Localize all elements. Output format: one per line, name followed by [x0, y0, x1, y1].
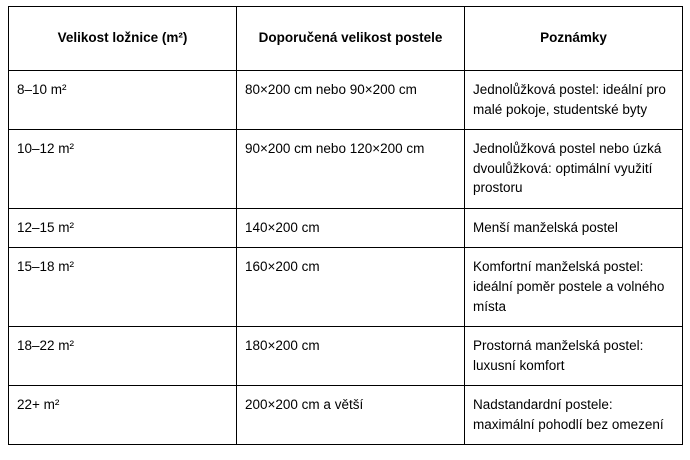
- cell-notes-value: Komfortní manželská postel: ideální poměr postele a volného místa: [473, 259, 665, 314]
- cell-notes-value: Jednolůžková postel: ideální pro malé pokoje, studentské byty: [473, 82, 666, 117]
- bedroom-bed-size-table: [8, 6, 683, 445]
- cell-room-size-value: 15–18 m²: [17, 259, 75, 275]
- table-header: [9, 7, 683, 71]
- column-header-bed-size: [237, 7, 465, 71]
- cell-bed-size-value: 180×200 cm: [245, 338, 320, 354]
- cell-room-size: [9, 71, 237, 130]
- table-row: [9, 130, 683, 209]
- column-header-notes: [465, 7, 683, 71]
- table-row: [9, 386, 683, 445]
- cell-room-size-value: 22+ m²: [17, 397, 60, 413]
- table-body: [9, 71, 683, 445]
- cell-room-size-value: 18–22 m²: [17, 338, 75, 354]
- cell-bed-size: [237, 130, 465, 209]
- table-header-row: [9, 7, 683, 71]
- cell-bed-size-value: 80×200 cm nebo 90×200 cm: [245, 82, 417, 97]
- table-row: [9, 208, 683, 248]
- cell-room-size: [9, 327, 237, 386]
- cell-notes: [465, 71, 683, 130]
- cell-room-size: [9, 130, 237, 209]
- cell-bed-size: [237, 208, 465, 248]
- table-row: [9, 71, 683, 130]
- cell-notes: [465, 386, 683, 445]
- cell-bed-size: [237, 248, 465, 327]
- cell-notes: [465, 248, 683, 327]
- cell-notes-value: Nadstandardní postele: maximální pohodlí bez omezení: [473, 397, 664, 432]
- cell-bed-size-value: 140×200 cm: [245, 219, 320, 235]
- cell-notes-value: Jednolůžková postel nebo úzká dvoulůžková: optimální využití prostoru: [473, 141, 662, 196]
- cell-notes: [465, 327, 683, 386]
- column-header-room-size-label: Velikost ložnice (m²): [57, 30, 188, 46]
- cell-room-size: [9, 208, 237, 248]
- cell-room-size: [9, 248, 237, 327]
- cell-notes: [465, 208, 683, 248]
- cell-room-size-value: 10–12 m²: [17, 141, 75, 157]
- cell-room-size-value: 12–15 m²: [17, 219, 75, 235]
- cell-bed-size: [237, 71, 465, 130]
- cell-bed-size: [237, 386, 465, 445]
- cell-room-size-value: 8–10 m²: [17, 82, 67, 97]
- table-row: [9, 327, 683, 386]
- table-row: [9, 248, 683, 327]
- cell-bed-size-value: 200×200 cm a větší: [245, 397, 364, 413]
- cell-notes: [465, 130, 683, 209]
- column-header-bed-size-label: Doporučená velikost postele: [258, 30, 443, 46]
- cell-bed-size-value: 90×200 cm nebo 120×200 cm: [245, 141, 425, 157]
- column-header-notes-label: Poznámky: [540, 30, 607, 46]
- cell-notes-value: Menší manželská postel: [473, 219, 618, 235]
- column-header-room-size: [9, 7, 237, 71]
- cell-notes-value: Prostorná manželská postel: luxusní komfort: [473, 338, 644, 373]
- cell-bed-size: [237, 327, 465, 386]
- cell-bed-size-value: 160×200 cm: [245, 259, 320, 275]
- cell-room-size: [9, 386, 237, 445]
